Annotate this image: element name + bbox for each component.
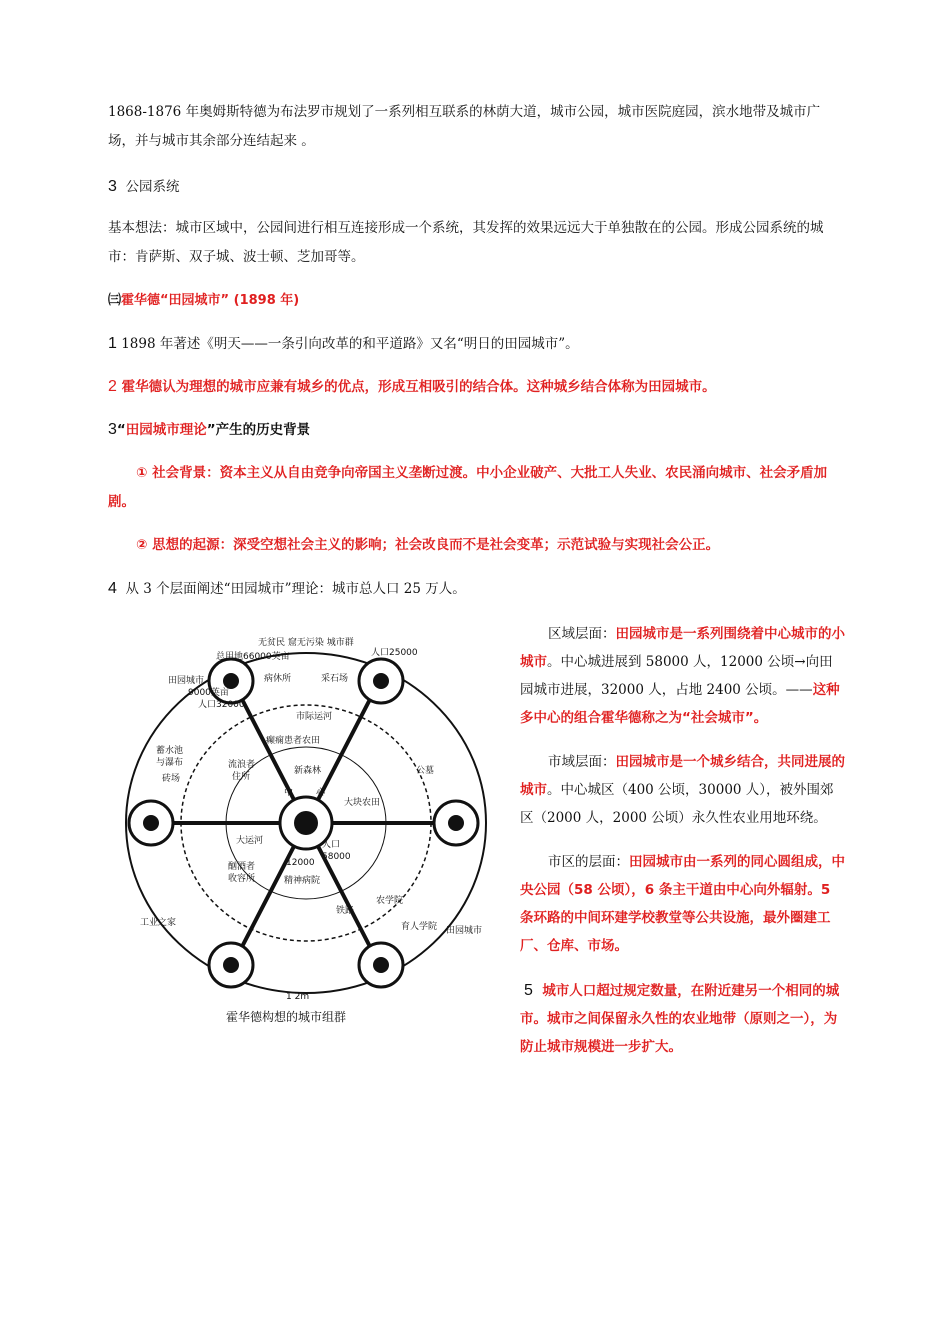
svg-text:人口25000: 人口25000: [371, 648, 418, 658]
svg-text:收容所: 收容所: [228, 874, 256, 884]
regional-level: 区域层面：田园城市是一系列围绕着中心城市的小城市。中心城进展到 58000 人，12000 公顷→向田园城市进展，32000 人，占地 2400 公顷。——这种多中心的组合霍华德称之为“社会城市”。: [520, 626, 845, 726]
svg-text:田园城市: 田园城市: [168, 676, 205, 686]
diagram-svg: [116, 633, 496, 1003]
svg-text:大块农田: 大块农田: [344, 798, 381, 808]
svg-text:病休所: 病休所: [264, 674, 292, 684]
section-3-heading: 3“田园城市理论”产生的历史背景: [108, 421, 311, 438]
svg-text:无贫民 窟无污染 城市群: 无贫民 窟无污染 城市群: [258, 638, 354, 648]
svg-text:与瀑布: 与瀑布: [156, 758, 184, 768]
svg-text:工业之家: 工业之家: [140, 918, 177, 928]
svg-text:中: 中: [284, 788, 294, 798]
svg-text:育人学院: 育人学院: [401, 922, 438, 932]
svg-text:心: 心: [316, 788, 326, 798]
svg-text:新森林: 新森林: [294, 766, 322, 776]
municipal-level: 市域层面：田园城市是一个城乡结合，共同进展的城市。中心城区（400 公顷，30000 人），被外围郊区（2000 人，2000 公顷）永久性农业用地环绕。: [520, 754, 845, 826]
svg-text:9000英亩: 9000英亩: [188, 688, 229, 698]
section-5: 5 城市人口超过规定数量，在附近建另一个相同的城市。城市之间保留永久性的农业地带（原则之一），为防止城市规模进一步扩大。: [520, 982, 840, 1055]
svg-text:住所: 住所: [232, 772, 251, 782]
svg-text:12000: 12000: [286, 858, 315, 868]
svg-text:流浪者: 流浪者: [228, 760, 256, 770]
svg-text:蓄水池: 蓄水池: [156, 746, 184, 756]
district-level: 市区的层面：田园城市由一系列的同心圆组成，中央公园（58 公顷），6 条主干道由中心向外辐射。5 条环路的中间环建学校教堂等公共设施，最外圈建工厂、仓库、市场。: [520, 854, 845, 954]
svg-text:1 2m: 1 2m: [286, 992, 310, 1002]
paragraph-olmsted: 1868-1876 年奥姆斯特德为布法罗市规划了一系列相互联系的林荫大道，城市公园，城市医院庭园，滨水地带及城市广场，并与城市其余部分连结起来 。: [108, 104, 821, 149]
svg-text:人口32000: 人口32000: [198, 700, 245, 710]
svg-text:砖场: 砖场: [162, 774, 181, 784]
section-3-item-2: ② 思想的起源：深受空想社会主义的影响；社会改良而不是社会变革；示范试验与实现社会公正。: [136, 537, 720, 553]
section-4: 4 从 3 个层面阐述“田园城市”理论：城市总人口 25 万人。: [108, 580, 466, 597]
svg-text:癫痫患者农田: 癫痫患者农田: [266, 736, 321, 746]
paragraph-park-system: 基本想法：城市区域中，公园间进行相互连接形成一个系统，其发挥的效果远远大于单独散在的公园。形成公园系统的城市：肯萨斯、双子城、波士顿、芝加哥等。: [108, 220, 824, 265]
figure-caption: 霍华德构想的城市组群: [226, 1010, 347, 1024]
section-1: 1 1898 年著述《明天——一条引向改革的和平道路》又名“明日的田园城市”。: [108, 335, 579, 352]
heading-garden-city: ㈢霍华德“田园城市” (1898 年): [108, 293, 300, 308]
svg-text:人口: 人口: [322, 840, 341, 850]
svg-text:市际运河: 市际运河: [296, 712, 333, 722]
svg-text:农学院: 农学院: [376, 896, 404, 906]
svg-text:58000: 58000: [322, 852, 351, 862]
heading-park-system: 3 公园系统: [108, 178, 180, 195]
svg-text:精神病院: 精神病院: [284, 876, 321, 886]
svg-text:酗酒者: 酗酒者: [228, 862, 256, 872]
section-2: 2 霍华德认为理想的城市应兼有城乡的优点，形成互相吸引的结合体。这种城乡结合体称为田园城市。: [108, 378, 716, 395]
svg-text:采石场: 采石场: [321, 674, 349, 684]
svg-text:铁路: 铁路: [336, 906, 355, 916]
svg-text:总用地66000英亩: 总用地66000英亩: [216, 652, 290, 662]
svg-text:田园城市: 田园城市: [446, 926, 483, 936]
svg-text:大运河: 大运河: [236, 836, 264, 846]
svg-text:公墓: 公墓: [416, 766, 435, 776]
section-3-item-1: ① 社会背景：资本主义从自由竞争向帝国主义垄断过渡。中小企业破产、大批工人失业、农民涌向城市、社会矛盾加剧。: [108, 465, 828, 510]
garden-city-diagram: [116, 633, 496, 1033]
